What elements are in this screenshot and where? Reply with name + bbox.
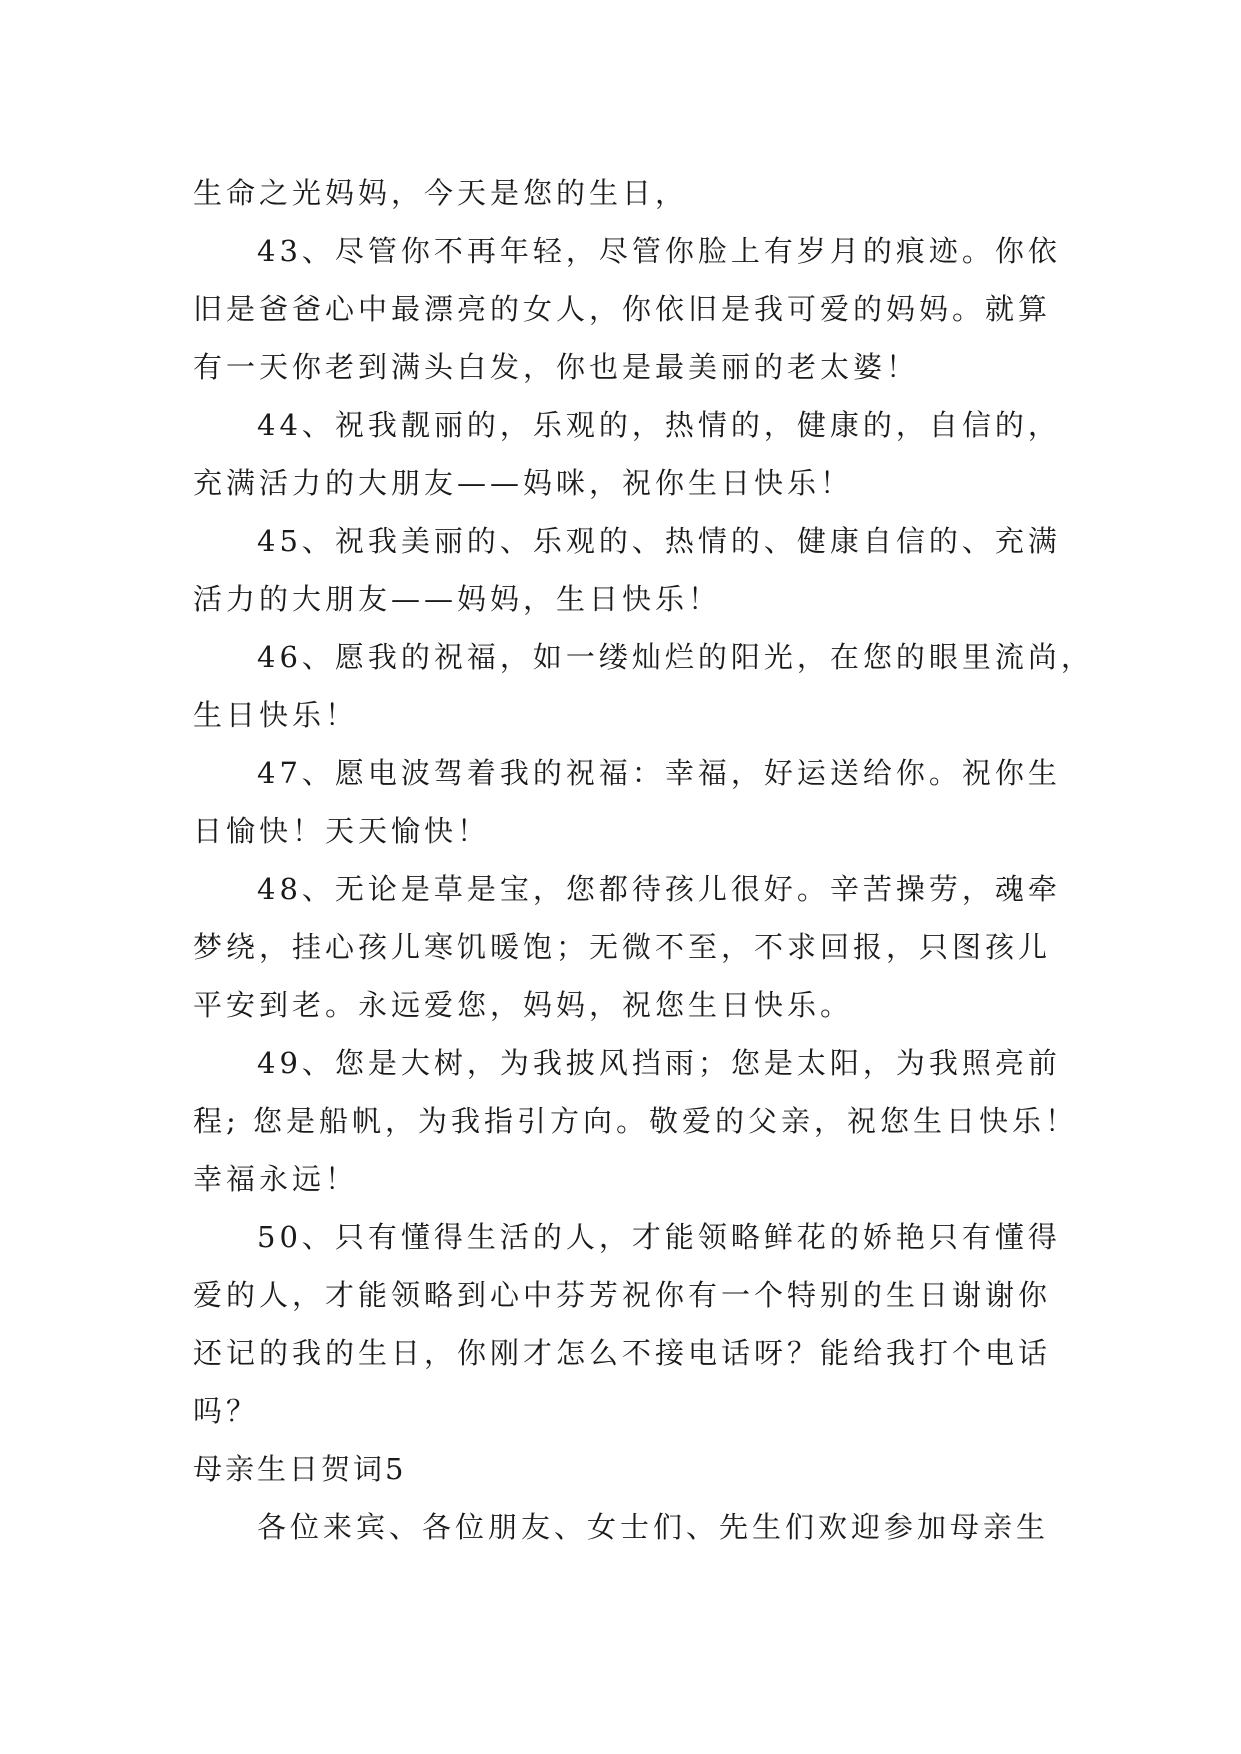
paragraph-47 <box>193 744 1073 860</box>
paragraph-line: 生日快乐！ <box>193 698 359 732</box>
paragraph-43 <box>193 222 1073 396</box>
paragraph-line: 爱的人，才能领略到心中芬芳祝你有一个特别的生日谢谢你 <box>193 1278 1052 1312</box>
paragraph-line: 44、祝我靓丽的，乐观的，热情的，健康的，自信的， <box>257 408 1061 442</box>
paragraph-line: 梦绕，挂心孩儿寒饥暖饱；无微不至，不求回报，只图孩儿 <box>193 930 1052 964</box>
paragraph-line: 48、无论是草是宝，您都待孩儿很好。辛苦操劳，魂牵 <box>257 872 1061 906</box>
paragraph-line: 46、愿我的祝福，如一缕灿烂的阳光，在您的眼里流尚， <box>257 640 1094 674</box>
paragraph-line: 日愉快！天天愉快！ <box>193 814 491 848</box>
paragraph-line: 充满活力的大朋友——妈咪，祝你生日快乐！ <box>193 466 854 500</box>
paragraph-line: 各位来宾、各位朋友、女士们、先生们欢迎参加母亲生 <box>257 1510 1050 1544</box>
paragraph-44 <box>193 396 1073 512</box>
paragraph-line: 平安到老。永远爱您，妈妈，祝您生日快乐。 <box>193 988 854 1022</box>
paragraph-49 <box>193 1034 1078 1208</box>
section-heading: 母亲生日贺词5 <box>193 1452 407 1486</box>
paragraph-46 <box>193 628 1094 744</box>
paragraph-45 <box>193 512 1073 628</box>
paragraph-opening <box>193 1498 1073 1556</box>
paragraph-line: 47、愿电波驾着我的祝福：幸福，好运送给你。祝你生 <box>257 756 1061 790</box>
paragraph-line: 旧是爸爸心中最漂亮的女人，你依旧是我可爱的妈妈。就算 <box>193 292 1052 326</box>
paragraph-line: 程; 您是船帆，为我指引方向。敬爱的父亲，祝您生日快乐！ <box>193 1104 1078 1138</box>
paragraph-line: 幸福永远！ <box>193 1162 359 1196</box>
paragraph-48 <box>193 860 1073 1034</box>
paragraph-line: 有一天你老到满头白发，你也是最美丽的老太婆！ <box>193 350 920 384</box>
paragraph-line: 45、祝我美丽的、乐观的、热情的、健康自信的、充满 <box>257 524 1061 558</box>
paragraph-50 <box>193 1208 1073 1440</box>
paragraph-line: 吗？ <box>193 1394 260 1428</box>
document-body <box>193 164 1094 1556</box>
paragraph-line: 43、尽管你不再年轻，尽管你脸上有岁月的痕迹。你依 <box>257 234 1061 268</box>
paragraph-line: 活力的大朋友——妈妈，生日快乐！ <box>193 582 722 616</box>
paragraph-line: 还记的我的生日，你刚才怎么不接电话呀？能给我打个电话 <box>193 1336 1052 1370</box>
paragraph-line: 49、您是大树，为我披风挡雨；您是太阳，为我照亮前 <box>257 1046 1061 1080</box>
continuation-line: 生命之光妈妈，今天是您的生日， <box>193 176 689 210</box>
paragraph-line: 50、只有懂得生活的人，才能领略鲜花的娇艳只有懂得 <box>257 1220 1061 1254</box>
